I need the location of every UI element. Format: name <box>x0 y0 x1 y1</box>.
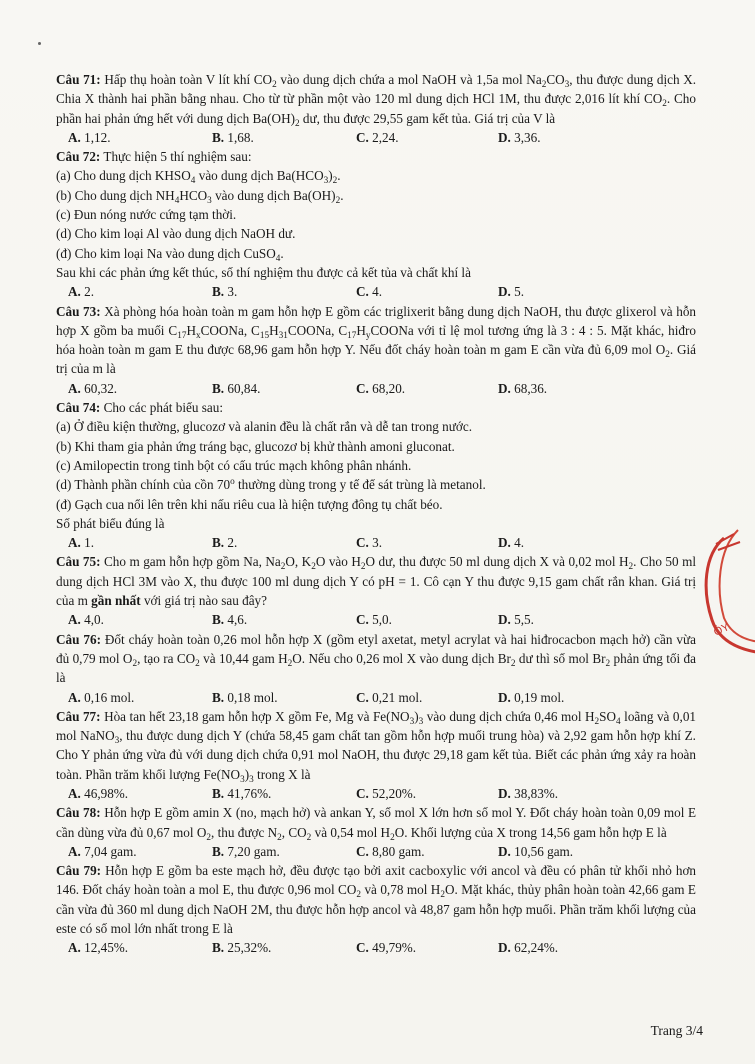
option-a[interactable]: A. 60,32. <box>68 380 118 396</box>
speck-mark <box>38 42 41 45</box>
question-77 <box>56 707 696 803</box>
option-d[interactable]: D. 4. <box>498 535 525 551</box>
experiment-a: (a) Cho dung dịch $KHSO_4$ vào dung dịch $Ba(HCO_3)_2$. <box>56 168 341 186</box>
answer-options <box>68 610 696 629</box>
experiment-d: (d) Cho kim loại Al vào dung dịch NaOH dư. <box>56 226 296 242</box>
option-c[interactable]: C. 5,0. <box>356 612 392 628</box>
option-d[interactable]: D. 5,5. <box>498 612 534 628</box>
statement-a: (a) Ở điều kiện thường, glucozơ và alanin đều là chất rắn và dễ tan trong nước. <box>56 419 473 435</box>
question-text: Hấp thụ hoàn toàn V lít khí $CO_2$ vào dung dịch chứa a mol NaOH và 1,5a mol $Na_2CO_3$, thu được dung dịch X. Chia X thành hai phần bằng nhau. Cho từ từ phần một vào 120 ml dung dịch HCl 1M, thu được 2,016 lít khí $CO_2$. Cho phần hai phản ứng hết với dung dịch $Ba(OH)_2$ dư, thu được 29,55 gam kết tủa. Giá trị của V là <box>56 72 697 128</box>
answer-options <box>68 128 696 147</box>
option-c[interactable]: C. 8,80 gam. <box>356 843 425 859</box>
question-number: Câu 72: <box>56 149 101 165</box>
question-number: Câu 71: <box>56 72 101 87</box>
experiment-c: (c) Đun nóng nước cứng tạm thời. <box>56 207 237 223</box>
option-c[interactable]: C. 52,20%. <box>356 785 417 801</box>
statement-e: (đ) Gạch cua nổi lên trên khi nấu riêu cua là hiện tượng đông tụ chất béo. <box>56 496 443 512</box>
option-d[interactable]: D. 5. <box>498 284 525 300</box>
option-a[interactable]: A. 1,12. <box>68 129 111 145</box>
option-d[interactable]: D. 62,24%. <box>498 940 559 956</box>
option-b[interactable]: B. 60,84. <box>212 380 261 396</box>
question-76 <box>56 630 696 707</box>
option-a[interactable]: A. 7,04 gam. <box>68 843 137 859</box>
question-text: Cho các phát biểu sau: <box>103 400 224 416</box>
option-d[interactable]: D. 10,56 gam. <box>498 843 574 859</box>
answer-options <box>68 379 696 398</box>
option-c[interactable]: C. 68,20. <box>356 380 406 396</box>
answer-options <box>68 282 696 301</box>
question-74 <box>56 398 696 552</box>
option-b[interactable]: B. 0,18 mol. <box>212 689 278 705</box>
page-number: Trang 3/4 <box>650 1023 703 1038</box>
answer-options <box>68 688 696 707</box>
answer-options <box>68 842 696 861</box>
option-b[interactable]: B. 1,68. <box>212 129 254 145</box>
option-d[interactable]: D. 38,83%. <box>498 785 559 801</box>
option-b[interactable]: B. 4,6. <box>212 612 248 628</box>
svg-text:ÓY: ÓY <box>711 621 732 639</box>
question-71 <box>56 70 696 147</box>
answer-options <box>68 784 696 803</box>
option-b[interactable]: B. 2. <box>212 535 238 551</box>
question-number: Câu 75: <box>56 554 101 570</box>
question-number: Câu 77: <box>56 708 101 724</box>
question-79 <box>56 861 696 957</box>
question-78 <box>56 803 696 861</box>
option-c[interactable]: C. 4. <box>356 284 383 300</box>
answer-options <box>68 938 696 957</box>
question-text: Hòa tan hết 23,18 gam hỗn hợp X gồm Fe, Mg và $Fe(NO_3)_3$ vào dung dịch chứa 0,46 mol $H_2SO_4$ loãng và 0,01 mol NaNO$_3$, thu được dung dịch Y (chứa 58,45 gam chất tan gồm hỗn hợp muối trung hòa) và 2,92 gam hỗn hợp khí Z. Cho Y phản ứng vừa đủ với dung dịch chứa 0,91 mol NaOH, thu được 29,18 gam kết tủa. Biết các phản ứng xảy ra hoàn toàn. Phần trăm khối lượng $Fe(NO_3)_3$ trong X là <box>56 708 697 784</box>
question-number: Câu 74: <box>56 400 101 416</box>
option-d[interactable]: D. 68,36. <box>498 380 548 396</box>
option-c[interactable]: C. 0,21 mol. <box>356 689 423 705</box>
option-d[interactable]: D. 3,36. <box>498 129 541 145</box>
option-b[interactable]: B. 7,20 gam. <box>212 843 280 859</box>
question-number: Câu 76: <box>56 631 101 647</box>
option-a[interactable]: A. 1. <box>68 535 95 551</box>
option-c[interactable]: C. 2,24. <box>356 129 399 145</box>
question-text: Hỗn hợp E gồm ba este mạch hở, đều được tạo bởi axit cacboxylic với ancol và đều có phân tử khối nhỏ hơn 146. Đốt cháy hoàn toàn a mol E, thu được 0,96 mol $CO_2$ và 0,78 mol $H_2O$. Mặt khác, thủy phân hoàn toàn 42,66 gam E cần vừa đủ 360 ml dung dịch NaOH 2M, thu được hỗn hợp ancol và 48,87 gam hỗn hợp muối. Phần trăm khối lượng của este có số mol lớn nhất trong E là <box>56 863 697 937</box>
experiment-b: (b) Cho dung dịch $NH_4HCO_3$ vào dung dịch $Ba(OH)_2$. <box>56 187 344 205</box>
experiment-e: (đ) Cho kim loại Na vào dung dịch CuSO$_4$. <box>56 245 284 263</box>
question-text: Đốt cháy hoàn toàn 0,26 mol hỗn hợp X (gồm etyl axetat, metyl acrylat và hai hiđrocacbon mạch hở) cần vừa đủ 0,79 mol $O_2$, tạo ra $CO_2$ và 10,44 gam $H_2O$. Nếu cho 0,26 mol X vào dung dịch $Br_2$ dư thì số mol $Br_2$ phản ứng tối đa là <box>56 631 697 686</box>
question-text: Cho m gam hỗn hợp gồm Na, $Na_2O$, $K_2O$ vào $H_2O$ dư, thu được 50 ml dung dịch X và 0,02 mol $H_2$. Cho 50 ml dung dịch HCl 3M vào X, thu được 100 ml dung dịch Y có pH = 1. Cô cạn Y thu được 9,15 gam chất rắn khan. Giá trị của m gần nhất với giá trị nào sau đây? <box>56 554 697 609</box>
question-73 <box>56 302 696 398</box>
statement-b: (b) Khi tham gia phản ứng tráng bạc, glucozơ bị khử thành amoni gluconat. <box>56 438 455 454</box>
question-number: Câu 79: <box>56 863 102 879</box>
option-d[interactable]: D. 0,19 mol. <box>498 689 565 705</box>
question-text: Xà phòng hóa hoàn toàn m gam hỗn hợp E gồm các triglixerit bằng dung dịch NaOH, thu được glixerol và hỗn hợp X gồm ba muối $C_{17}H_xCOONa$, $C_{15}H_{31}COONa$, $C_{17}H_yCOONa$ với tỉ lệ mol tương ứng là 3 : 4 : 5. Mặt khác, hiđro hóa hoàn toàn m gam E thu được 68,96 gam hỗn hợp Y. Nếu đốt cháy hoàn toàn m gam E cần vừa đủ 6,09 mol $O_2$. Giá trị của m là <box>56 303 697 377</box>
question-number: Câu 78: <box>56 805 101 821</box>
question-prompt: Số phát biểu đúng là <box>56 515 165 531</box>
question-text: Thực hiện 5 thí nghiệm sau: <box>103 149 252 165</box>
statement-d: (d) Thành phần chính của cồn 70$^o$ thường dùng trong y tế để sát trùng là metanol. <box>56 476 486 493</box>
option-b[interactable]: B. 3. <box>212 284 238 300</box>
exam-content <box>56 70 696 958</box>
option-a[interactable]: A. 2. <box>68 284 95 300</box>
statement-c: (c) Amilopectin trong tinh bột có cấu trúc mạch không phân nhánh. <box>56 457 412 473</box>
option-a[interactable]: A. 0,16 mol. <box>68 689 135 705</box>
option-c[interactable]: C. 49,79%. <box>356 940 417 956</box>
question-72 <box>56 147 696 301</box>
option-a[interactable]: A. 4,0. <box>68 612 104 628</box>
option-a[interactable]: A. 12,45%. <box>68 940 129 956</box>
question-75 <box>56 552 696 629</box>
answer-options <box>68 533 696 552</box>
option-b[interactable]: B. 25,32%. <box>212 940 272 956</box>
question-prompt: Sau khi các phản ứng kết thúc, số thí nghiệm thu được cả kết tủa và chất khí là <box>56 264 471 280</box>
red-stamp-icon <box>694 520 755 660</box>
option-a[interactable]: A. 46,98%. <box>68 785 129 801</box>
option-b[interactable]: B. 41,76%. <box>212 785 272 801</box>
option-c[interactable]: C. 3. <box>356 535 383 551</box>
question-number: Câu 73: <box>56 303 101 319</box>
question-text: Hỗn hợp E gồm amin X (no, mạch hở) và ankan Y, số mol X lớn hơn số mol Y. Đốt cháy hoàn toàn 0,09 mol E cần dùng vừa đủ 0,67 mol $O_2$, thu được $N_2$, $CO_2$ và 0,54 mol $H_2O$. Khối lượng của X trong 14,56 gam hỗn hợp E là <box>56 805 697 842</box>
